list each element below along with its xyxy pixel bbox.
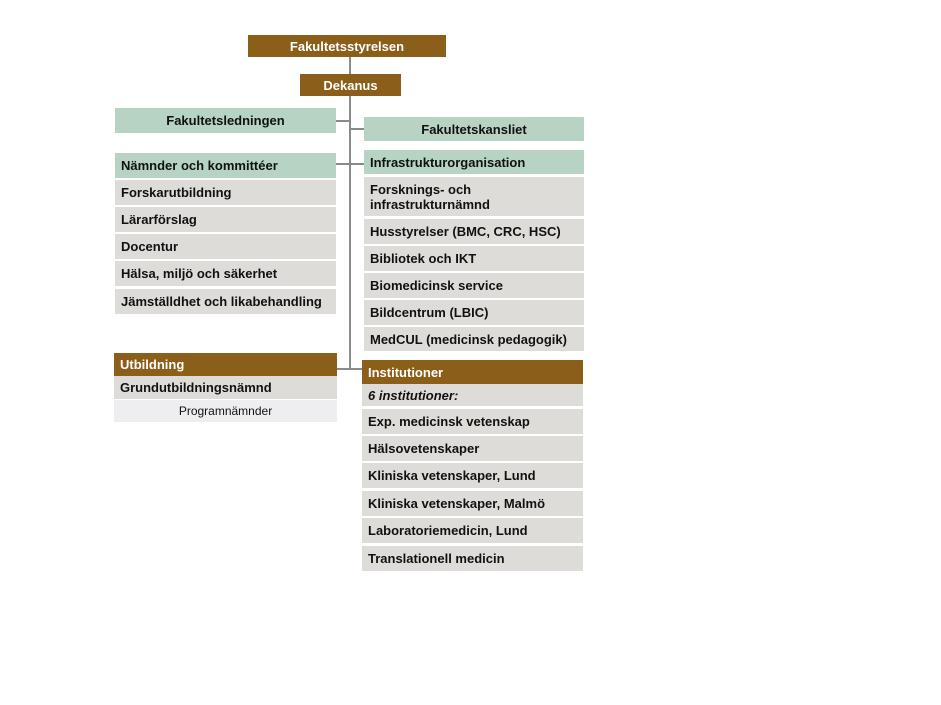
- infrastructure-item: Husstyrelser (BMC, CRC, HSC): [364, 219, 584, 245]
- institution-item: Hälsovetenskaper: [362, 436, 583, 462]
- connector-committees: [336, 163, 364, 165]
- connector-board-dean: [349, 57, 351, 74]
- infrastructure-item: Forsknings- och infrastrukturnämnd: [364, 177, 584, 217]
- institution-item: Exp. medicinsk vetenskap: [362, 409, 583, 435]
- committees-header: Nämnder och kommittéer: [115, 153, 336, 178]
- faculty-office-box: Fakultetskansliet: [364, 117, 584, 141]
- infrastructure-item: Bibliotek och IKT: [364, 246, 584, 272]
- program-boards-item: Programnämnder: [114, 400, 337, 422]
- dean-box: Dekanus: [300, 74, 401, 96]
- faculty-leadership-box: Fakultetsledningen: [115, 108, 336, 133]
- infrastructure-item: Bildcentrum (LBIC): [364, 300, 584, 326]
- connector-main-trunk: [349, 96, 351, 370]
- institutions-header: Institutioner: [362, 360, 583, 384]
- institution-item: Translationell medicin: [362, 546, 583, 572]
- institution-item: Kliniska vetenskaper, Lund: [362, 463, 583, 489]
- faculty-board-box: Fakultetsstyrelsen: [248, 35, 446, 57]
- committee-item: Docentur: [115, 234, 336, 260]
- institutions-count-label: 6 institutioner:: [362, 384, 583, 407]
- connector-leadership: [336, 120, 350, 122]
- infrastructure-item: MedCUL (medicinsk pedagogik): [364, 327, 584, 352]
- committee-item: Jämställdhet och likabehandling: [115, 289, 336, 315]
- infrastructure-header: Infrastrukturorganisation: [364, 150, 584, 174]
- committee-item: Hälsa, miljö och säkerhet: [115, 261, 336, 287]
- undergraduate-board-item: Grundutbildningsnämnd: [114, 376, 337, 400]
- committee-item: Lärarförslag: [115, 207, 336, 233]
- institution-item: Kliniska vetenskaper, Malmö: [362, 491, 583, 517]
- education-header: Utbildning: [114, 353, 337, 376]
- infrastructure-item: Biomedicinsk service: [364, 273, 584, 299]
- connector-office: [350, 128, 364, 130]
- institution-item: Laboratoriemedicin, Lund: [362, 518, 583, 544]
- connector-education: [337, 368, 362, 370]
- committee-item: Forskarutbildning: [115, 180, 336, 206]
